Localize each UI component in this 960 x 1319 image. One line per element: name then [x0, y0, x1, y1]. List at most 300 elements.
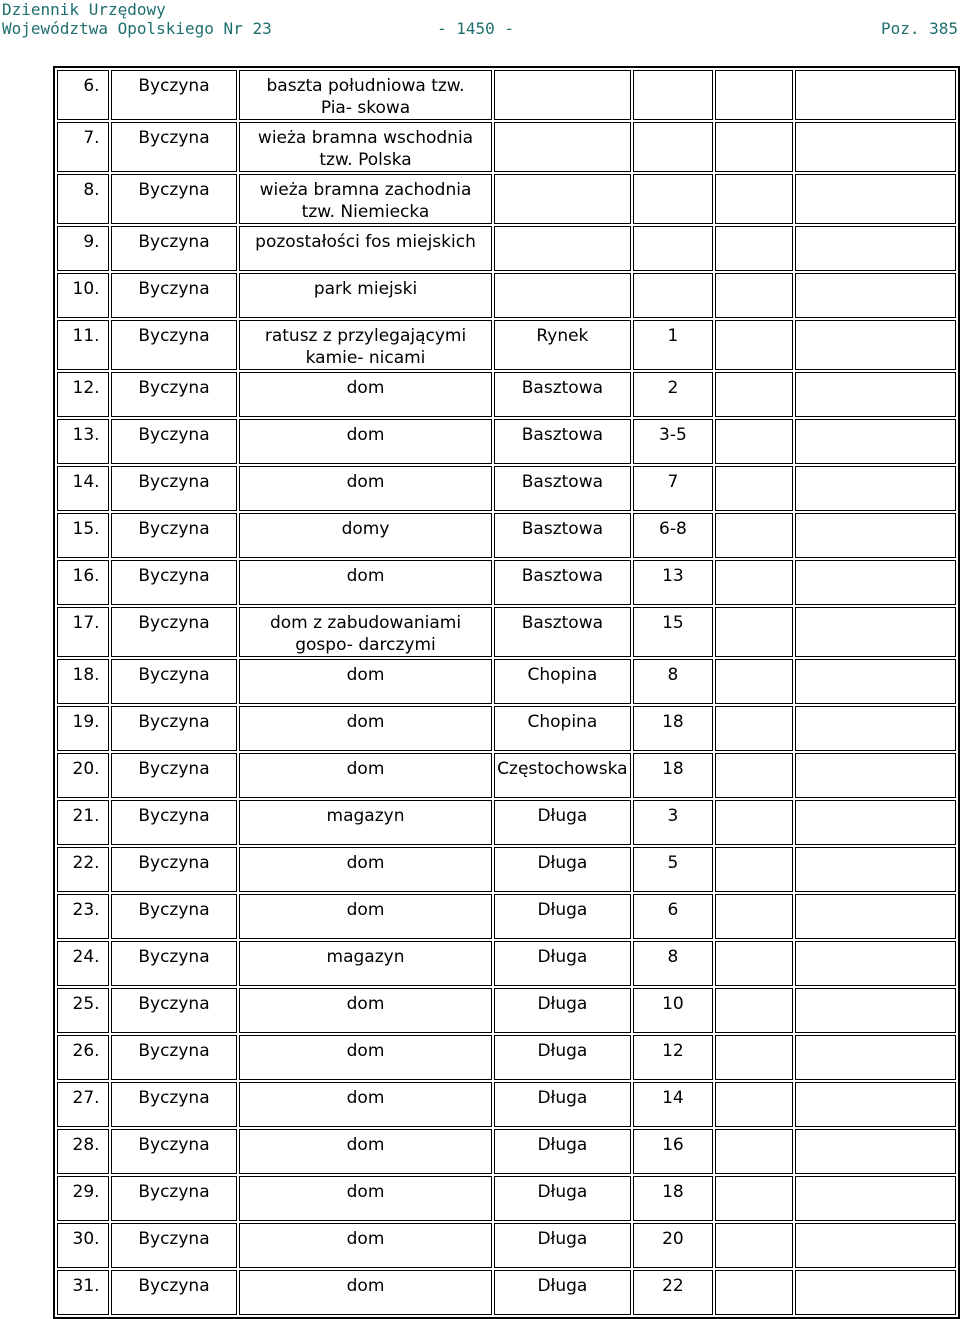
row-number-text: 6. [83, 76, 100, 96]
empty-cell [715, 226, 794, 271]
house-number-cell [633, 1270, 713, 1315]
locality-cell [111, 372, 238, 417]
table-row [57, 988, 956, 1033]
street-cell-text: Rynek [536, 326, 589, 346]
object-cell [239, 273, 491, 318]
row-number [57, 122, 109, 172]
house-number-cell-text: 12 [662, 1041, 684, 1061]
empty-cell [795, 419, 956, 464]
street-cell-text [495, 71, 631, 75]
table-row [57, 70, 956, 120]
empty-cell [795, 753, 956, 798]
object-cell [239, 1035, 491, 1080]
row-number-text: 27. [72, 1088, 100, 1108]
locality-cell-text: Byczyna [138, 1182, 210, 1202]
house-number-cell [633, 70, 713, 120]
street-cell [494, 419, 632, 464]
locality-cell [111, 1129, 238, 1174]
house-number-cell [633, 1176, 713, 1221]
street-cell [494, 320, 632, 370]
row-number [57, 800, 109, 845]
object-cell-text: dom [346, 994, 385, 1014]
table-row [57, 659, 956, 704]
street-cell-text: Długa [537, 853, 588, 873]
empty-cell [715, 466, 794, 511]
object-cell-text: magazyn [326, 806, 405, 826]
object-cell-text: dom [346, 665, 385, 685]
row-number [57, 607, 109, 657]
row-number [57, 419, 109, 464]
object-cell-text: dom z zabudowaniami gospo- darczymi [269, 613, 462, 655]
house-number-cell-text [634, 123, 712, 127]
object-cell [239, 894, 491, 939]
street-cell-text: Długa [537, 1088, 588, 1108]
row-number [57, 1129, 109, 1174]
street-cell [494, 659, 632, 704]
street-cell [494, 372, 632, 417]
table-row [57, 800, 956, 845]
object-cell [239, 941, 491, 986]
street-cell-text [495, 274, 631, 278]
house-number-cell [633, 847, 713, 892]
row-number [57, 753, 109, 798]
table-row [57, 753, 956, 798]
locality-cell-text: Byczyna [138, 712, 210, 732]
house-number-cell-text: 18 [662, 1182, 684, 1202]
house-number-cell-text [634, 71, 712, 75]
locality-cell-text: Byczyna [138, 759, 210, 779]
registry-body [57, 70, 956, 1315]
empty-cell [795, 1270, 956, 1315]
object-cell [239, 659, 491, 704]
object-cell-text: dom [346, 472, 385, 492]
street-cell [494, 1270, 632, 1315]
row-number-text: 26. [72, 1041, 100, 1061]
house-number-cell-text: 18 [662, 712, 684, 732]
locality-cell-text: Byczyna [138, 232, 210, 252]
object-cell [239, 1082, 491, 1127]
house-number-cell-text [634, 175, 712, 179]
object-cell [239, 753, 491, 798]
street-cell [494, 174, 632, 224]
object-cell-text: wieża bramna zachodnia tzw. Niemiecka [259, 180, 472, 222]
street-cell-text [495, 227, 631, 231]
empty-cell [715, 659, 794, 704]
locality-cell-text: Byczyna [138, 1276, 210, 1296]
street-cell-text: Basztowa [521, 425, 604, 445]
object-cell [239, 1129, 491, 1174]
table-row [57, 941, 956, 986]
empty-cell [715, 560, 794, 605]
locality-cell-text: Byczyna [138, 994, 210, 1014]
street-cell-text [495, 175, 631, 179]
object-cell [239, 1270, 491, 1315]
locality-cell [111, 1223, 238, 1268]
table-row [57, 419, 956, 464]
object-cell-text: dom [346, 378, 385, 398]
row-number-text: 11. [72, 326, 100, 346]
street-cell [494, 70, 632, 120]
locality-cell-text: Byczyna [138, 613, 210, 633]
street-cell-text: Długa [537, 1182, 588, 1202]
house-number-cell [633, 320, 713, 370]
table-row [57, 174, 956, 224]
empty-cell [795, 174, 956, 224]
street-cell [494, 706, 632, 751]
street-cell [494, 466, 632, 511]
house-number-cell-text: 14 [662, 1088, 684, 1108]
table-row [57, 1035, 956, 1080]
house-number-cell [633, 1129, 713, 1174]
locality-cell [111, 1035, 238, 1080]
street-cell [494, 1176, 632, 1221]
locality-cell-text: Byczyna [138, 1229, 210, 1249]
locality-cell-text: Byczyna [138, 519, 210, 539]
house-number-cell [633, 174, 713, 224]
row-number [57, 1082, 109, 1127]
street-cell-text: Chopina [527, 712, 598, 732]
locality-cell-text: Byczyna [138, 76, 210, 96]
house-number-cell-text: 13 [662, 566, 684, 586]
locality-cell-text: Byczyna [138, 128, 210, 148]
object-cell-text: dom [346, 1135, 385, 1155]
street-cell-text: Basztowa [521, 472, 604, 492]
house-number-cell [633, 988, 713, 1033]
street-cell [494, 753, 632, 798]
row-number [57, 894, 109, 939]
locality-cell [111, 941, 238, 986]
locality-cell [111, 847, 238, 892]
house-number-cell [633, 706, 713, 751]
row-number [57, 1270, 109, 1315]
empty-cell [715, 122, 794, 172]
table-row [57, 372, 956, 417]
house-number-cell [633, 513, 713, 558]
empty-cell [795, 894, 956, 939]
page-header [2, 0, 958, 44]
locality-cell [111, 466, 238, 511]
empty-cell [795, 273, 956, 318]
house-number-cell [633, 1035, 713, 1080]
street-cell [494, 607, 632, 657]
table-row [57, 226, 956, 271]
empty-cell [795, 122, 956, 172]
row-number-text: 24. [72, 947, 100, 967]
locality-cell-text: Byczyna [138, 665, 210, 685]
monument-registry-table [53, 66, 960, 1319]
locality-cell [111, 70, 238, 120]
house-number-cell-text: 15 [662, 613, 684, 633]
object-cell [239, 1176, 491, 1221]
street-cell-text: Długa [537, 1041, 588, 1061]
row-number-text: 30. [72, 1229, 100, 1249]
object-cell-text: dom [346, 712, 385, 732]
locality-cell-text: Byczyna [138, 853, 210, 873]
empty-cell [795, 706, 956, 751]
table-row [57, 1176, 956, 1221]
street-cell [494, 1223, 632, 1268]
empty-cell [715, 988, 794, 1033]
locality-cell-text: Byczyna [138, 947, 210, 967]
house-number-cell [633, 226, 713, 271]
object-cell-text: dom [346, 425, 385, 445]
locality-cell-text: Byczyna [138, 1088, 210, 1108]
row-number-text: 20. [72, 759, 100, 779]
object-cell [239, 320, 491, 370]
locality-cell [111, 706, 238, 751]
empty-cell [795, 226, 956, 271]
street-cell-text: Długa [537, 994, 588, 1014]
row-number [57, 1176, 109, 1221]
empty-cell [715, 1035, 794, 1080]
empty-cell [715, 607, 794, 657]
row-number [57, 941, 109, 986]
house-number-cell-text: 20 [662, 1229, 684, 1249]
row-number-text: 10. [72, 279, 100, 299]
street-cell-text: Długa [537, 1276, 588, 1296]
object-cell-text: domy [341, 519, 390, 539]
locality-cell-text: Byczyna [138, 279, 210, 299]
row-number-text: 13. [72, 425, 100, 445]
empty-cell [795, 560, 956, 605]
position-number: Poz. 385 [880, 19, 958, 38]
table-row [57, 1223, 956, 1268]
row-number [57, 1035, 109, 1080]
house-number-cell [633, 1082, 713, 1127]
locality-cell-text: Byczyna [138, 180, 210, 200]
empty-cell [715, 513, 794, 558]
house-number-cell [633, 372, 713, 417]
street-cell [494, 800, 632, 845]
house-number-cell-text [634, 274, 712, 278]
row-number-text: 9. [83, 232, 100, 252]
object-cell [239, 70, 491, 120]
street-cell-text: Długa [537, 1135, 588, 1155]
row-number-text: 17. [72, 613, 100, 633]
table-row [57, 513, 956, 558]
locality-cell-text: Byczyna [138, 326, 210, 346]
object-cell [239, 607, 491, 657]
street-cell [494, 560, 632, 605]
locality-cell-text: Byczyna [138, 566, 210, 586]
empty-cell [715, 174, 794, 224]
empty-cell [795, 988, 956, 1033]
table-row [57, 560, 956, 605]
street-cell [494, 847, 632, 892]
object-cell-text: pozostałości fos miejskich [255, 232, 476, 252]
object-cell-text: dom [346, 1182, 385, 1202]
table-row [57, 894, 956, 939]
row-number [57, 659, 109, 704]
row-number [57, 706, 109, 751]
empty-cell [715, 800, 794, 845]
row-number [57, 1223, 109, 1268]
street-cell-text: Chopina [527, 665, 598, 685]
empty-cell [715, 1223, 794, 1268]
object-cell-text: dom [346, 1276, 385, 1296]
object-cell [239, 847, 491, 892]
street-cell-text: Długa [537, 1229, 588, 1249]
locality-cell-text: Byczyna [138, 378, 210, 398]
object-cell-text: ratusz z przylegającymi kamie- nicami [264, 326, 467, 368]
street-cell-text: Długa [537, 947, 588, 967]
empty-cell [715, 894, 794, 939]
row-number [57, 273, 109, 318]
locality-cell [111, 419, 238, 464]
table-row [57, 320, 956, 370]
row-number-text: 28. [72, 1135, 100, 1155]
house-number-cell [633, 894, 713, 939]
object-cell [239, 122, 491, 172]
locality-cell [111, 988, 238, 1033]
object-cell [239, 988, 491, 1033]
empty-cell [715, 753, 794, 798]
street-cell [494, 513, 632, 558]
object-cell [239, 419, 491, 464]
street-cell-text [495, 123, 631, 127]
object-cell-text: magazyn [326, 947, 405, 967]
house-number-cell-text: 1 [667, 326, 679, 346]
empty-cell [715, 273, 794, 318]
row-number-text: 21. [72, 806, 100, 826]
empty-cell [795, 847, 956, 892]
object-cell [239, 226, 491, 271]
locality-cell [111, 320, 238, 370]
empty-cell [715, 1129, 794, 1174]
table-row [57, 607, 956, 657]
object-cell [239, 560, 491, 605]
object-cell-text: wieża bramna wschodnia tzw. Polska [257, 128, 474, 170]
journal-issue-line [2, 19, 958, 39]
house-number-cell-text: 5 [667, 853, 679, 873]
locality-cell [111, 1082, 238, 1127]
empty-cell [795, 941, 956, 986]
street-cell [494, 894, 632, 939]
row-number-text: 22. [72, 853, 100, 873]
row-number [57, 372, 109, 417]
house-number-cell [633, 800, 713, 845]
empty-cell [795, 1176, 956, 1221]
locality-cell [111, 659, 238, 704]
object-cell-text: dom [346, 566, 385, 586]
object-cell-text: dom [346, 853, 385, 873]
locality-cell-text: Byczyna [138, 1041, 210, 1061]
house-number-cell-text: 2 [667, 378, 679, 398]
locality-cell [111, 894, 238, 939]
street-cell-text: Częstochowska [497, 759, 628, 779]
row-number-text: 18. [72, 665, 100, 685]
row-number-text: 23. [72, 900, 100, 920]
street-cell [494, 1129, 632, 1174]
house-number-cell [633, 607, 713, 657]
locality-cell [111, 273, 238, 318]
empty-cell [795, 372, 956, 417]
object-cell [239, 372, 491, 417]
row-number-text: 16. [72, 566, 100, 586]
page-number: - 1450 - [437, 19, 515, 38]
journal-issue: Województwa Opolskiego Nr 23 [2, 19, 272, 38]
empty-cell [715, 1176, 794, 1221]
row-number [57, 847, 109, 892]
table-row [57, 273, 956, 318]
empty-cell [795, 70, 956, 120]
house-number-cell [633, 122, 713, 172]
street-cell-text: Basztowa [521, 613, 604, 633]
locality-cell-text: Byczyna [138, 1135, 210, 1155]
row-number-text: 12. [72, 378, 100, 398]
table-row [57, 122, 956, 172]
table-row [57, 1129, 956, 1174]
street-cell [494, 1035, 632, 1080]
object-cell [239, 513, 491, 558]
empty-cell [795, 1223, 956, 1268]
house-number-cell-text: 22 [662, 1276, 684, 1296]
house-number-cell [633, 1223, 713, 1268]
locality-cell [111, 174, 238, 224]
house-number-cell-text: 8 [667, 947, 679, 967]
empty-cell [715, 1082, 794, 1127]
house-number-cell [633, 659, 713, 704]
locality-cell [111, 753, 238, 798]
row-number-text: 19. [72, 712, 100, 732]
object-cell [239, 1223, 491, 1268]
row-number [57, 174, 109, 224]
street-cell-text: Basztowa [521, 378, 604, 398]
street-cell [494, 941, 632, 986]
row-number-text: 14. [72, 472, 100, 492]
row-number-text: 29. [72, 1182, 100, 1202]
house-number-cell-text: 3 [667, 806, 679, 826]
locality-cell [111, 1176, 238, 1221]
table-row [57, 847, 956, 892]
empty-cell [795, 1082, 956, 1127]
house-number-cell [633, 273, 713, 318]
row-number [57, 560, 109, 605]
street-cell [494, 122, 632, 172]
object-cell-text: dom [346, 1041, 385, 1061]
table-row [57, 706, 956, 751]
house-number-cell-text: 6 [667, 900, 679, 920]
street-cell [494, 988, 632, 1033]
row-number-text: 31. [72, 1276, 100, 1296]
locality-cell-text: Byczyna [138, 900, 210, 920]
empty-cell [715, 419, 794, 464]
house-number-cell-text [634, 227, 712, 231]
locality-cell [111, 1270, 238, 1315]
street-cell-text: Basztowa [521, 519, 604, 539]
house-number-cell [633, 466, 713, 511]
empty-cell [795, 800, 956, 845]
empty-cell [715, 70, 794, 120]
empty-cell [795, 466, 956, 511]
locality-cell-text: Byczyna [138, 806, 210, 826]
house-number-cell-text: 7 [667, 472, 679, 492]
object-cell-text: baszta południowa tzw. Pia- skowa [266, 76, 465, 118]
locality-cell [111, 607, 238, 657]
object-cell-text: dom [346, 1229, 385, 1249]
street-cell [494, 273, 632, 318]
object-cell [239, 800, 491, 845]
locality-cell-text: Byczyna [138, 472, 210, 492]
object-cell-text: dom [346, 900, 385, 920]
locality-cell [111, 226, 238, 271]
journal-title: Dziennik Urzędowy [2, 0, 166, 19]
locality-cell-text: Byczyna [138, 425, 210, 445]
empty-cell [795, 513, 956, 558]
street-cell-text: Długa [537, 806, 588, 826]
locality-cell [111, 560, 238, 605]
empty-cell [795, 659, 956, 704]
